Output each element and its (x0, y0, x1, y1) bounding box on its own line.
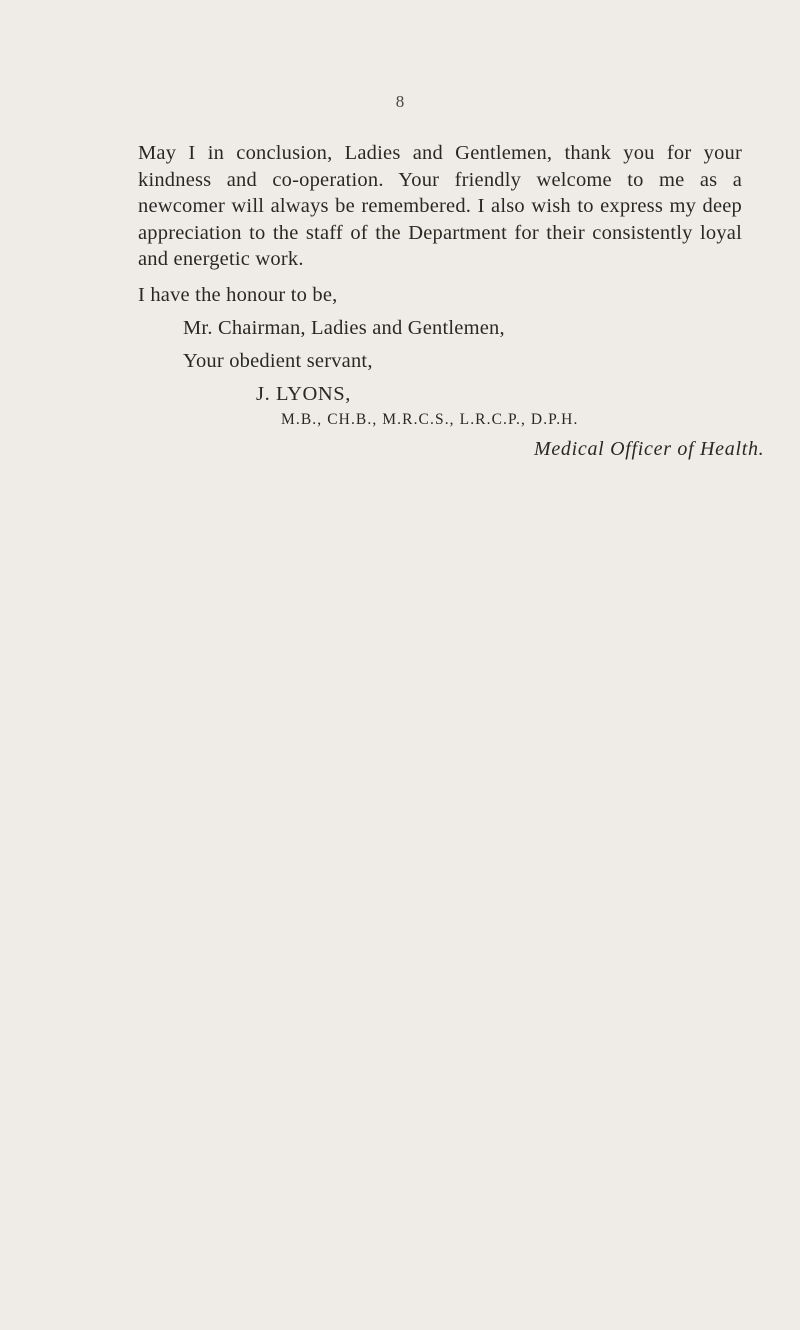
salutation-line: I have the honour to be, (138, 284, 338, 306)
signature-name: J. LYONS, (256, 383, 352, 405)
closing-line: Your obedient servant, (183, 350, 373, 372)
signature-degrees: M.B., CH.B., M.R.C.S., L.R.C.P., D.P.H. (281, 411, 579, 428)
closing-paragraph: May I in conclusion, Ladies and Gentlemen, thank you for your kindness and co-operation. Your friendly welcome to me as a newcomer will always be remembered. I also wish to express my deep appreciation to the staff of the Department for their consistently loyal and energetic work. (138, 142, 742, 270)
signature-office: Medical Officer of Health. (534, 438, 765, 460)
address-line: Mr. Chairman, Ladies and Gentlemen, (183, 317, 505, 339)
page-number: 8 (395, 92, 405, 111)
